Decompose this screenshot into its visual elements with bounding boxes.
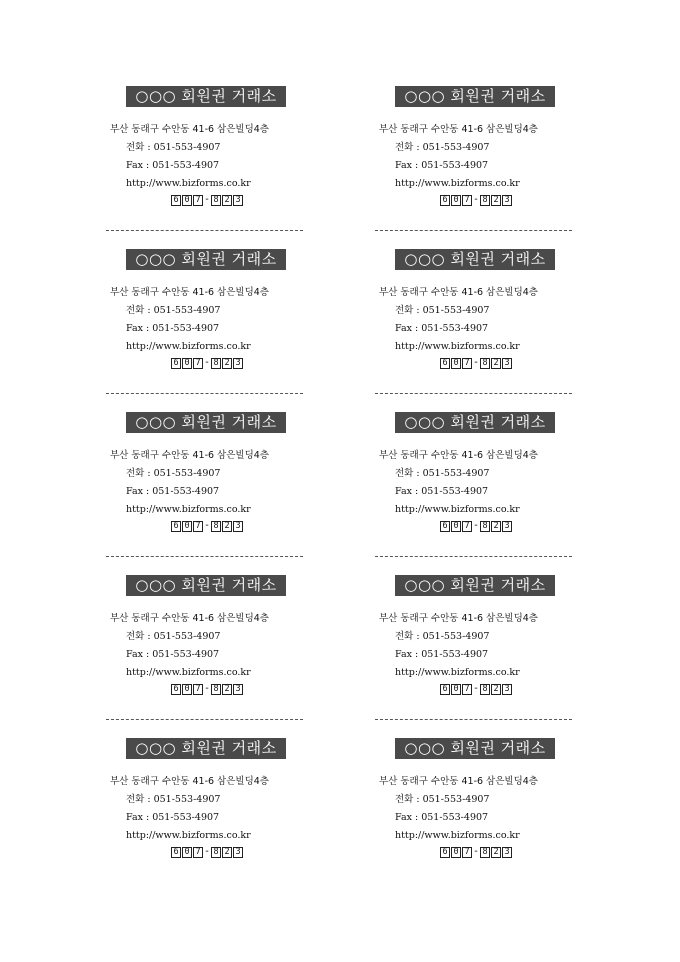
postal-code-digit: 3: [233, 521, 243, 532]
postal-code-digit: 7: [462, 358, 472, 369]
card-title: ○○○ 회원권 거래소: [126, 575, 286, 596]
postal-code-digit: 3: [502, 195, 512, 206]
card-website: http://www.bizforms.co.kr: [126, 341, 251, 352]
postal-code-dash: -: [204, 520, 211, 531]
postal-code: [171, 357, 244, 369]
card-fax: Fax : 051-553-4907: [126, 160, 220, 171]
card-website: http://www.bizforms.co.kr: [395, 504, 520, 515]
card-title: ○○○ 회원권 거래소: [395, 575, 555, 596]
postal-code: [440, 520, 513, 532]
card-title: ○○○ 회원권 거래소: [126, 249, 286, 270]
postal-code-digit: 8: [480, 195, 490, 206]
postal-code-digit: 7: [462, 521, 472, 532]
postal-code-digit: 7: [193, 684, 203, 695]
cut-line: [106, 556, 303, 557]
postal-code: [171, 194, 244, 206]
postal-code-digit: 3: [502, 358, 512, 369]
card-title: ○○○ 회원권 거래소: [126, 412, 286, 433]
postal-code-digit: 7: [462, 684, 472, 695]
cut-line: [375, 393, 572, 394]
card-phone: 전화 : 051-553-4907: [126, 631, 221, 642]
postal-code-digit: 3: [502, 684, 512, 695]
postal-code-digit: 0: [182, 521, 192, 532]
card-website: http://www.bizforms.co.kr: [126, 830, 251, 841]
cut-line: [375, 230, 572, 231]
postal-code-digit: 3: [233, 195, 243, 206]
card-website: http://www.bizforms.co.kr: [126, 178, 251, 189]
postal-code-digit: 6: [440, 358, 450, 369]
card-title: ○○○ 회원권 거래소: [395, 86, 555, 107]
postal-code-digit: 7: [193, 358, 203, 369]
postal-code-digit: 0: [451, 358, 461, 369]
postal-code-digit: 8: [480, 684, 490, 695]
cut-line: [375, 719, 572, 720]
card-phone: 전화 : 051-553-4907: [395, 794, 490, 805]
card-fax: Fax : 051-553-4907: [126, 486, 220, 497]
postal-code: [440, 194, 513, 206]
card-phone: 전화 : 051-553-4907: [126, 305, 221, 316]
card-fax: Fax : 051-553-4907: [395, 323, 489, 334]
card-title: ○○○ 회원권 거래소: [126, 86, 286, 107]
card-fax: Fax : 051-553-4907: [395, 649, 489, 660]
business-card: [379, 738, 579, 888]
postal-code-digit: 7: [193, 195, 203, 206]
postal-code-digit: 3: [502, 847, 512, 858]
card-phone: 전화 : 051-553-4907: [126, 142, 221, 153]
postal-code-digit: 6: [440, 521, 450, 532]
postal-code-digit: 6: [171, 684, 181, 695]
postal-code-dash: -: [204, 194, 211, 205]
postal-code-digit: 8: [211, 521, 221, 532]
postal-code: [440, 357, 513, 369]
postal-code-digit: 2: [491, 521, 501, 532]
postal-code-digit: 6: [171, 521, 181, 532]
cut-line: [375, 556, 572, 557]
card-address: 부산 동래구 수안동 41-6 삼은빌딩4층: [110, 613, 269, 624]
card-title: ○○○ 회원권 거래소: [126, 738, 286, 759]
cut-line: [106, 393, 303, 394]
postal-code-digit: 8: [211, 358, 221, 369]
postal-code-digit: 2: [491, 684, 501, 695]
postal-code-digit: 6: [440, 847, 450, 858]
postal-code-dash: -: [473, 683, 480, 694]
card-address: 부산 동래구 수안동 41-6 삼은빌딩4층: [379, 287, 538, 298]
card-address: 부산 동래구 수안동 41-6 삼은빌딩4층: [110, 287, 269, 298]
card-website: http://www.bizforms.co.kr: [126, 504, 251, 515]
postal-code-digit: 2: [491, 847, 501, 858]
postal-code-digit: 0: [451, 195, 461, 206]
postal-code-dash: -: [473, 194, 480, 205]
postal-code-digit: 7: [462, 847, 472, 858]
business-card: [379, 575, 579, 725]
card-website: http://www.bizforms.co.kr: [395, 830, 520, 841]
card-website: http://www.bizforms.co.kr: [395, 667, 520, 678]
cut-line: [106, 230, 303, 231]
card-address: 부산 동래구 수안동 41-6 삼은빌딩4층: [379, 124, 538, 135]
postal-code-digit: 0: [451, 684, 461, 695]
card-fax: Fax : 051-553-4907: [126, 649, 220, 660]
postal-code-dash: -: [473, 846, 480, 857]
business-card: [379, 86, 579, 236]
postal-code-digit: 2: [222, 847, 232, 858]
card-fax: Fax : 051-553-4907: [126, 812, 220, 823]
postal-code: [171, 683, 244, 695]
postal-code-digit: 8: [480, 521, 490, 532]
postal-code-digit: 0: [182, 684, 192, 695]
card-phone: 전화 : 051-553-4907: [395, 305, 490, 316]
business-card: [110, 86, 310, 236]
card-fax: Fax : 051-553-4907: [395, 160, 489, 171]
business-card: [379, 249, 579, 399]
postal-code-dash: -: [204, 846, 211, 857]
postal-code-dash: -: [473, 520, 480, 531]
card-title: ○○○ 회원권 거래소: [395, 738, 555, 759]
card-address: 부산 동래구 수안동 41-6 삼은빌딩4층: [379, 776, 538, 787]
postal-code-digit: 3: [233, 358, 243, 369]
cut-line: [106, 719, 303, 720]
postal-code-digit: 6: [440, 684, 450, 695]
card-website: http://www.bizforms.co.kr: [126, 667, 251, 678]
postal-code-digit: 2: [491, 195, 501, 206]
card-phone: 전화 : 051-553-4907: [395, 142, 490, 153]
postal-code-digit: 0: [451, 847, 461, 858]
postal-code-digit: 0: [182, 847, 192, 858]
postal-code-digit: 6: [440, 195, 450, 206]
postal-code-digit: 3: [233, 847, 243, 858]
postal-code: [171, 520, 244, 532]
postal-code-digit: 3: [502, 521, 512, 532]
card-fax: Fax : 051-553-4907: [395, 486, 489, 497]
postal-code-digit: 6: [171, 847, 181, 858]
postal-code-digit: 8: [480, 358, 490, 369]
card-address: 부산 동래구 수안동 41-6 삼은빌딩4층: [379, 450, 538, 461]
card-address: 부산 동래구 수안동 41-6 삼은빌딩4층: [110, 776, 269, 787]
business-card: [110, 738, 310, 888]
card-title: ○○○ 회원권 거래소: [395, 249, 555, 270]
card-phone: 전화 : 051-553-4907: [126, 468, 221, 479]
card-address: 부산 동래구 수안동 41-6 삼은빌딩4층: [110, 124, 269, 135]
postal-code-digit: 3: [233, 684, 243, 695]
postal-code-dash: -: [204, 683, 211, 694]
card-website: http://www.bizforms.co.kr: [395, 341, 520, 352]
postal-code-digit: 8: [480, 847, 490, 858]
postal-code-digit: 0: [451, 521, 461, 532]
card-address: 부산 동래구 수안동 41-6 삼은빌딩4층: [379, 613, 538, 624]
postal-code-digit: 2: [222, 358, 232, 369]
postal-code: [171, 846, 244, 858]
business-card: [110, 412, 310, 562]
card-fax: Fax : 051-553-4907: [126, 323, 220, 334]
card-fax: Fax : 051-553-4907: [395, 812, 489, 823]
card-phone: 전화 : 051-553-4907: [126, 794, 221, 805]
postal-code: [440, 683, 513, 695]
postal-code-digit: 2: [222, 521, 232, 532]
postal-code-digit: 2: [222, 195, 232, 206]
business-card: [379, 412, 579, 562]
postal-code-digit: 8: [211, 684, 221, 695]
postal-code-digit: 0: [182, 358, 192, 369]
card-website: http://www.bizforms.co.kr: [395, 178, 520, 189]
postal-code-digit: 6: [171, 195, 181, 206]
postal-code: [440, 846, 513, 858]
postal-code-digit: 7: [193, 521, 203, 532]
postal-code-digit: 8: [211, 195, 221, 206]
postal-code-digit: 7: [193, 847, 203, 858]
postal-code-digit: 8: [211, 847, 221, 858]
postal-code-dash: -: [473, 357, 480, 368]
card-phone: 전화 : 051-553-4907: [395, 468, 490, 479]
postal-code-dash: -: [204, 357, 211, 368]
card-phone: 전화 : 051-553-4907: [395, 631, 490, 642]
card-address: 부산 동래구 수안동 41-6 삼은빌딩4층: [110, 450, 269, 461]
postal-code-digit: 2: [491, 358, 501, 369]
postal-code-digit: 7: [462, 195, 472, 206]
business-card: [110, 249, 310, 399]
postal-code-digit: 6: [171, 358, 181, 369]
postal-code-digit: 0: [182, 195, 192, 206]
card-title: ○○○ 회원권 거래소: [395, 412, 555, 433]
business-card: [110, 575, 310, 725]
postal-code-digit: 2: [222, 684, 232, 695]
